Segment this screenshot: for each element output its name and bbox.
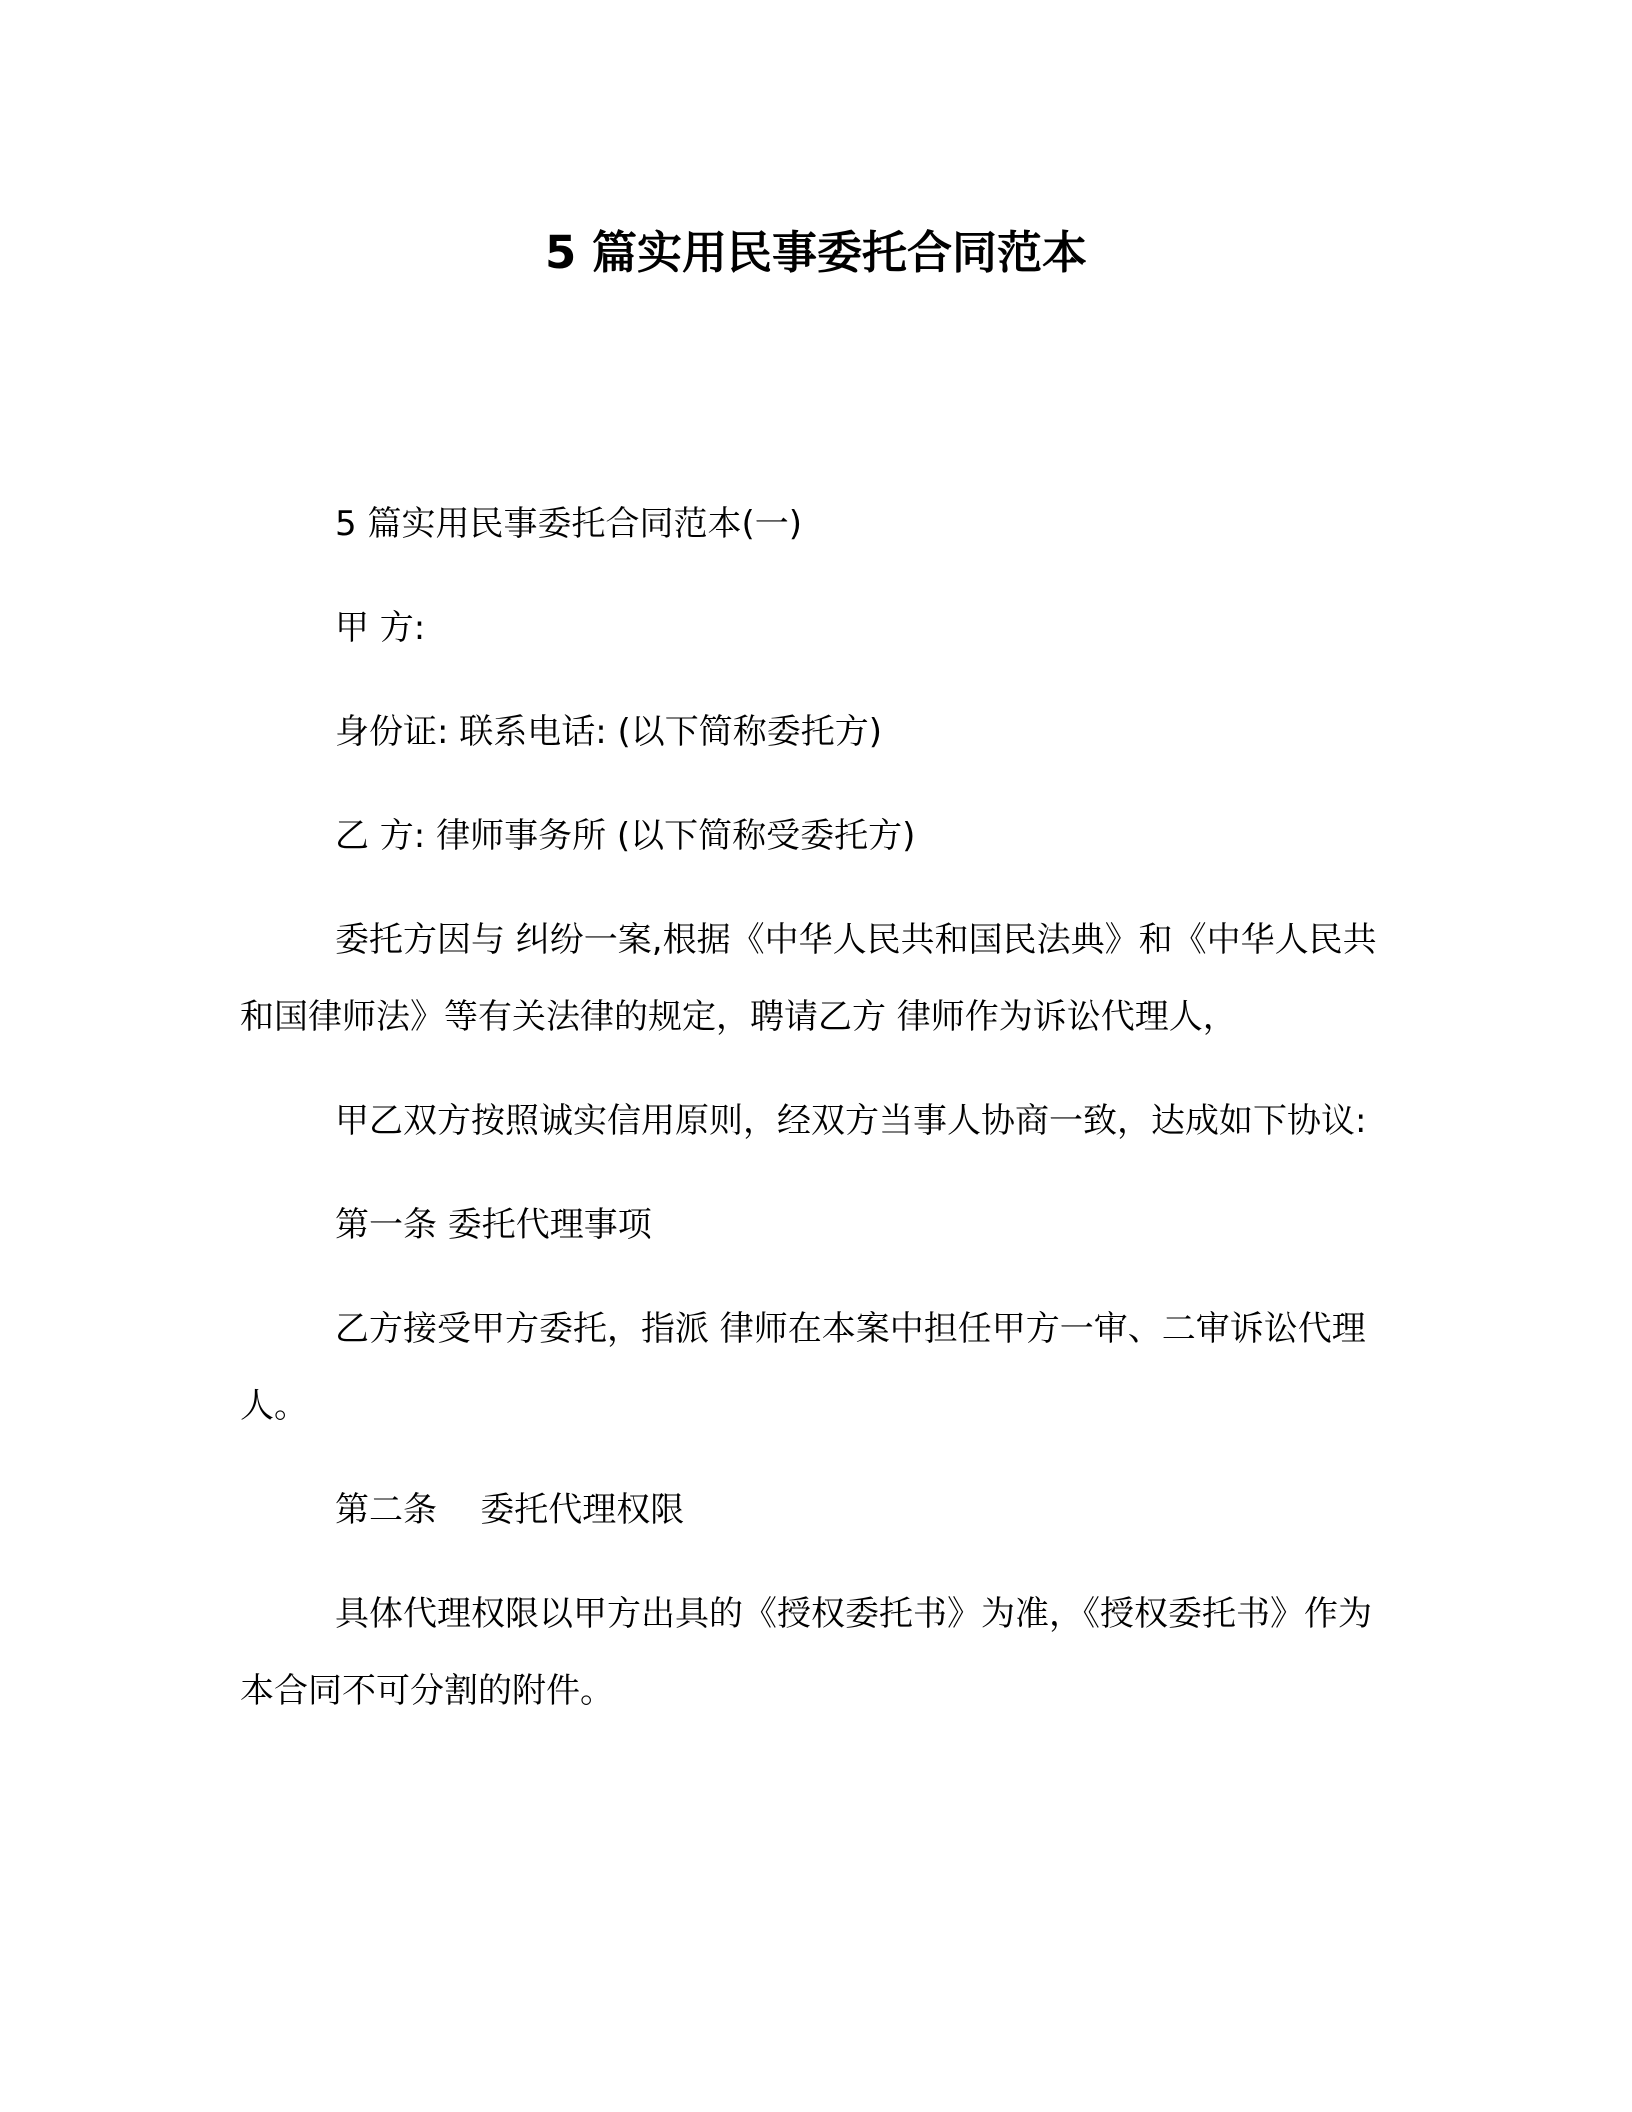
- agreement-paragraph: 甲乙双方按照诚实信用原则，经双方当事人协商一致，达成如下协议:: [335, 1101, 1367, 1141]
- article-2-paragraph: 具体代理权限以甲方出具的《授权委托书》为准，《授权委托书》作为本合同不可分割的附件。: [240, 1594, 1372, 1711]
- article-1-paragraph: 乙方接受甲方委托，指派 律师在本案中担任甲方一审、二审诉讼代理人。: [240, 1309, 1366, 1426]
- party-a-line: 甲 方:: [335, 608, 426, 648]
- section-heading: 5 篇实用民事委托合同范本(一): [335, 504, 802, 544]
- id-phone-line: 身份证: 联系电话: (以下简称委托方): [335, 712, 883, 752]
- party-b-line: 乙 方: 律师事务所 (以下简称受委托方): [335, 816, 916, 856]
- article-1-heading: 第一条 委托代理事项: [335, 1205, 652, 1245]
- document-body: [240, 486, 1400, 1757]
- document-title: 5 篇实用民事委托合同范本: [545, 226, 1087, 279]
- article-2-heading: 第二条 委托代理权限: [335, 1490, 685, 1530]
- preamble-paragraph: 委托方因与 纠纷一案,根据《中华人民共和国民法典》和《中华人民共和国律师法》等有关法律的规定，聘请乙方 律师作为诉讼代理人，: [240, 920, 1377, 1037]
